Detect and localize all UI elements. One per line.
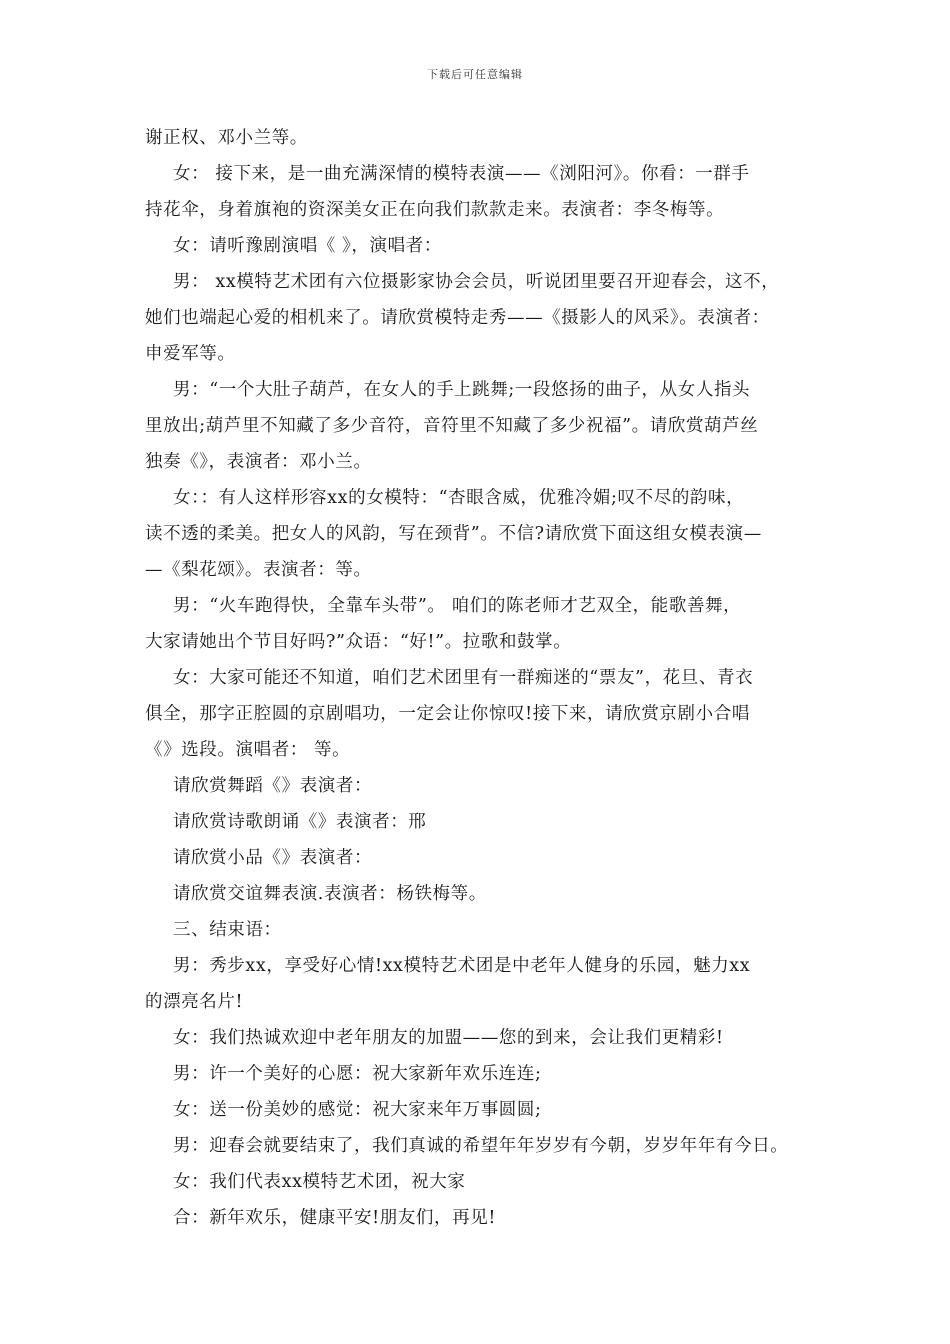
text-line: 请欣赏舞蹈《》表演者： [173,776,373,796]
text-line: 男：“火车跑得快，全靠车头带”。 咱们的陈老师才艺双全，能歌善舞， [173,596,742,616]
text-line: 女：：有人这样形容xx的女模特：“杏眼含威，优雅冷媚;叹不尽的韵味， [173,488,745,508]
text-line: 三、结束语： [173,920,282,940]
text-line: 请欣赏诗歌朗诵《》表演者：邢 [173,812,427,832]
text-line: 男：迎春会就要结束了，我们真诚的希望年年岁岁有今朝，岁岁年年有今日。 [173,1136,789,1156]
text-line: 男：“一个大肚子葫芦，在女人的手上跳舞;一段悠扬的曲子，从女人指头 [173,380,751,400]
text-line: 女：请听豫剧演唱《 》，演唱者： [173,236,442,256]
text-line: 女：我们热诚欢迎中老年朋友的加盟——您的到来，会让我们更精彩! [173,1028,724,1048]
text-line: 俱全，那字正腔圆的京剧唱功，一定会让你惊叹!接下来，请欣赏京剧小合唱 [145,704,750,724]
text-line: 申爱军等。 [145,344,236,364]
text-line: —《梨花颂》。表演者：等。 [145,560,372,580]
text-line: 《》选段。演唱者： 等。 [145,740,351,760]
text-line: 男： xx模特艺术团有六位摄影家协会会员，听说团里要召开迎春会，这不， [173,272,780,292]
text-line: 男：秀步xx，享受好心情!xx模特艺术团是中老年人健身的乐园，魅力xx [173,956,751,976]
text-line: 她们也端起心爱的相机来了。请欣赏模特走秀——《摄影人的风采》。表演者： [145,308,770,328]
text-line: 女：送一份美妙的感觉：祝大家来年万事圆圆; [173,1100,542,1120]
text-line: 独奏《》，表演者：邓小兰。 [145,452,372,472]
text-line: 谢正权、邓小兰等。 [145,128,308,148]
text-line: 里放出;葫芦里不知藏了多少音符，音符里不知藏了多少祝福”。请欣赏葫芦丝 [145,416,759,436]
document-body [145,120,810,1236]
text-line: 合：新年欢乐，健康平安!朋友们，再见! [173,1208,496,1228]
text-line: 女：大家可能还不知道，咱们艺术团里有一群痴迷的“票友”，花旦、青衣 [173,668,754,688]
text-line: 大家请她出个节目好吗?”众语：“好!”。拉歌和鼓掌。 [145,632,572,652]
text-line: 请欣赏小品《》表演者： [173,848,373,868]
text-line: 的漂亮名片! [145,992,244,1012]
text-line: 女：我们代表xx模特艺术团，祝大家 [173,1172,466,1192]
text-line: 男：许一个美好的心愿：祝大家新年欢乐连连; [173,1064,542,1084]
text-line: 女： 接下来，是一曲充满深情的模特表演——《浏阳河》。你看：一群手 [173,164,750,184]
text-line: 持花伞，身着旗袍的资深美女正在向我们款款走来。表演者：李冬梅等。 [145,200,725,220]
text-line: 请欣赏交谊舞表演.表演者：杨铁梅等。 [173,884,487,904]
text-line: 读不透的柔美。把女人的风韵，写在颈背”。不信?请欣赏下面这组女模表演— [145,524,762,544]
page-header: 下载后可任意编辑 [427,68,523,81]
